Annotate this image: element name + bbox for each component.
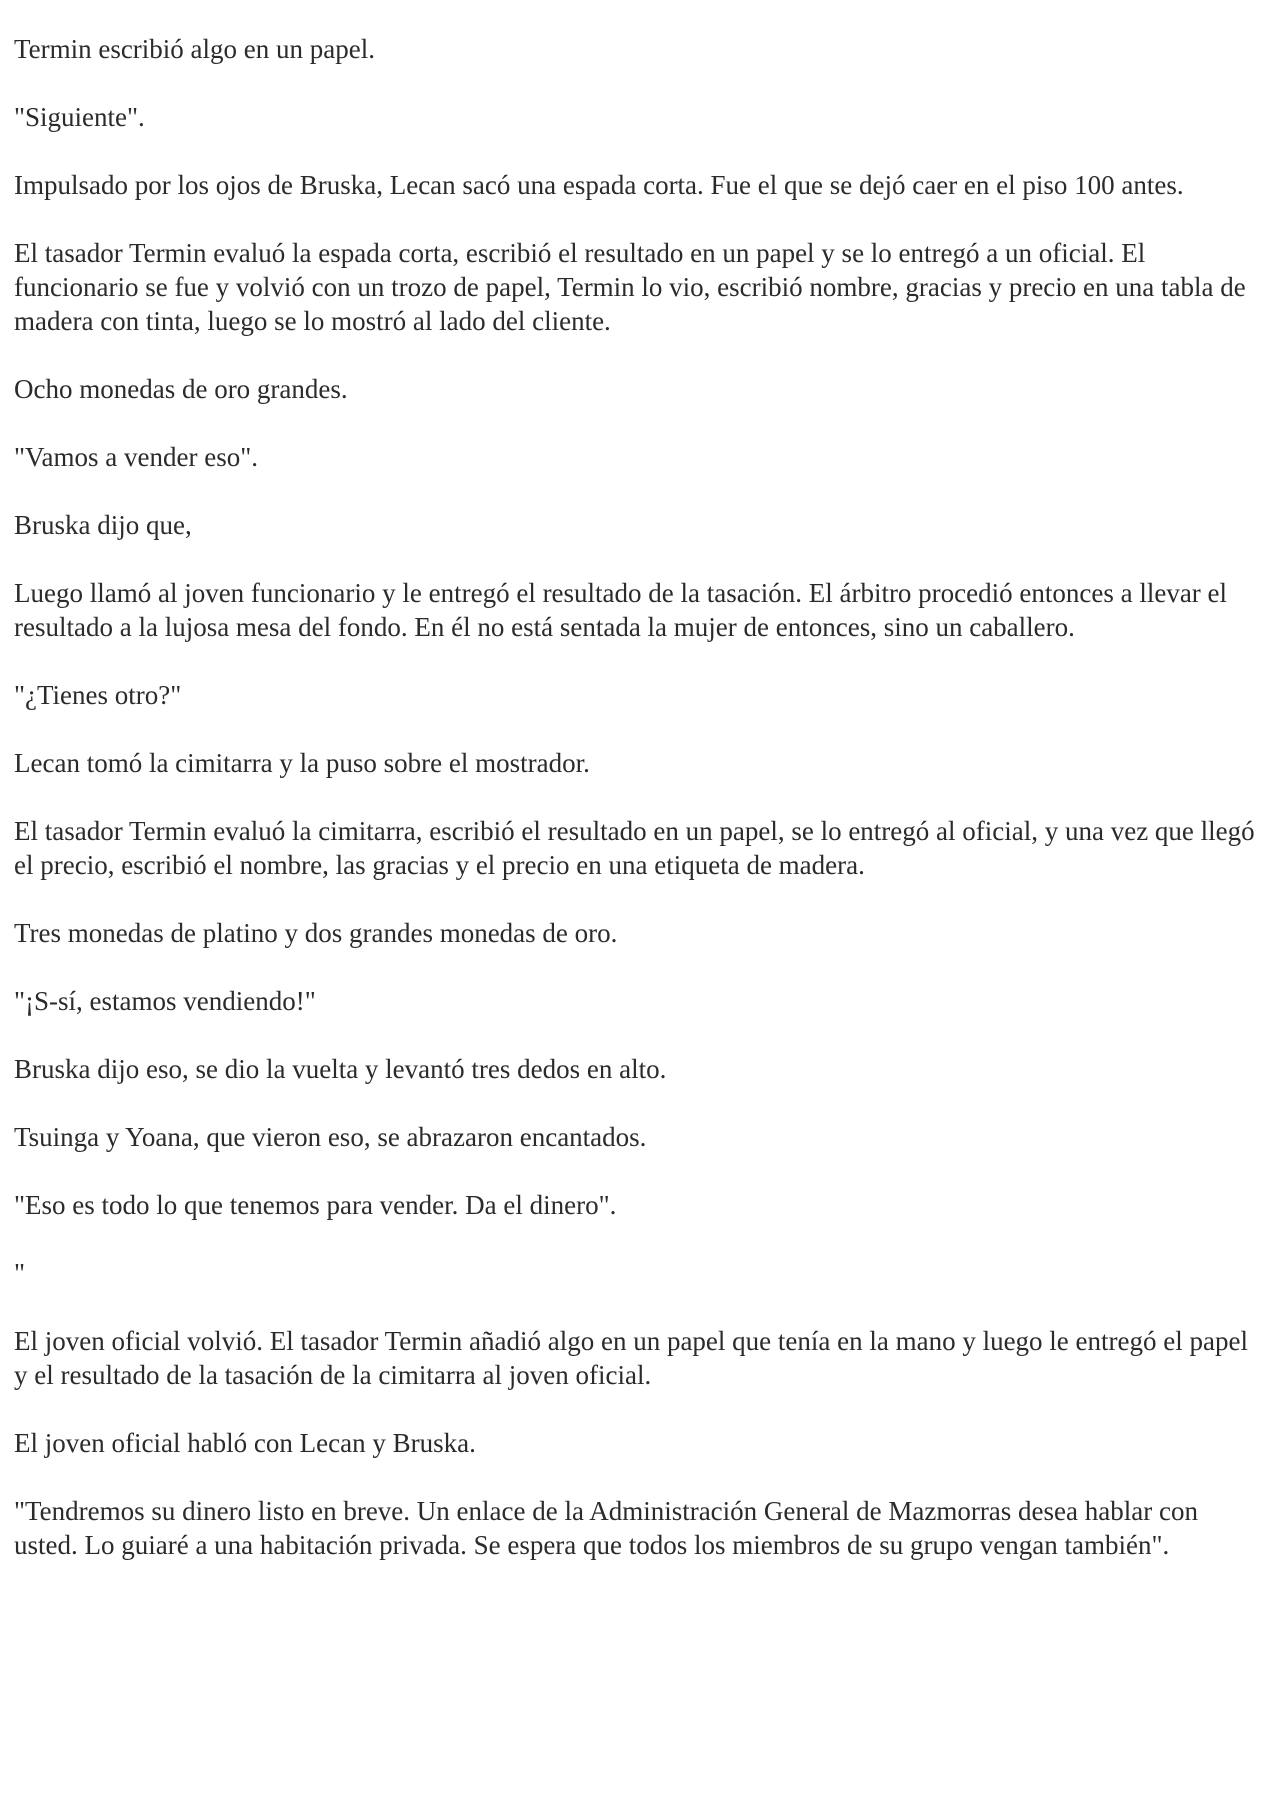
paragraph: Tres monedas de platino y dos grandes monedas de oro. xyxy=(14,918,618,948)
paragraph: Ocho monedas de oro grandes. xyxy=(14,374,348,404)
paragraph: " xyxy=(14,1258,26,1288)
document-body xyxy=(14,32,1266,1596)
paragraph: "¡S-sí, estamos vendiendo!" xyxy=(14,986,316,1016)
paragraph: El joven oficial volvió. El tasador Termin añadió algo en un papel que tenía en la mano y luego le entregó el papel y el resultado de la tasación de la cimitarra al joven oficial. xyxy=(14,1326,1248,1390)
paragraph: Bruska dijo que, xyxy=(14,510,192,540)
paragraph: "Vamos a vender eso". xyxy=(14,442,258,472)
paragraph: Luego llamó al joven funcionario y le entregó el resultado de la tasación. El árbitro procedió entonces a llevar el resultado a la lujosa mesa del fondo. En él no está sentada la mujer de entonces, sino un caballero. xyxy=(14,578,1228,642)
paragraph: Lecan tomó la cimitarra y la puso sobre el mostrador. xyxy=(14,748,590,778)
paragraph: "Eso es todo lo que tenemos para vender. Da el dinero". xyxy=(14,1190,617,1220)
paragraph: El joven oficial habló con Lecan y Bruska. xyxy=(14,1428,476,1458)
paragraph: "Tendremos su dinero listo en breve. Un enlace de la Administración General de Mazmorras desea hablar con usted. Lo guiaré a una habitación privada. Se espera que todos los miembros de su grupo vengan también". xyxy=(14,1496,1198,1560)
paragraph: El tasador Termin evaluó la espada corta, escribió el resultado en un papel y se lo entregó a un oficial. El funcionario se fue y volvió con un trozo de papel, Termin lo vio, escribió nombre, gracias y precio en una tabla de madera con tinta, luego se lo mostró al lado del cliente. xyxy=(14,238,1246,336)
paragraph: Bruska dijo eso, se dio la vuelta y levantó tres dedos en alto. xyxy=(14,1054,667,1084)
paragraph: Impulsado por los ojos de Bruska, Lecan sacó una espada corta. Fue el que se dejó caer en el piso 100 antes. xyxy=(14,170,1184,200)
paragraph: "¿Tienes otro?" xyxy=(14,680,182,710)
paragraph: Termin escribió algo en un papel. xyxy=(14,34,375,64)
paragraph: "Siguiente". xyxy=(14,102,145,132)
paragraph: El tasador Termin evaluó la cimitarra, escribió el resultado en un papel, se lo entregó al oficial, y una vez que llegó el precio, escribió el nombre, las gracias y el precio en una etiqueta de madera. xyxy=(14,816,1255,880)
paragraph: Tsuinga y Yoana, que vieron eso, se abrazaron encantados. xyxy=(14,1122,647,1152)
